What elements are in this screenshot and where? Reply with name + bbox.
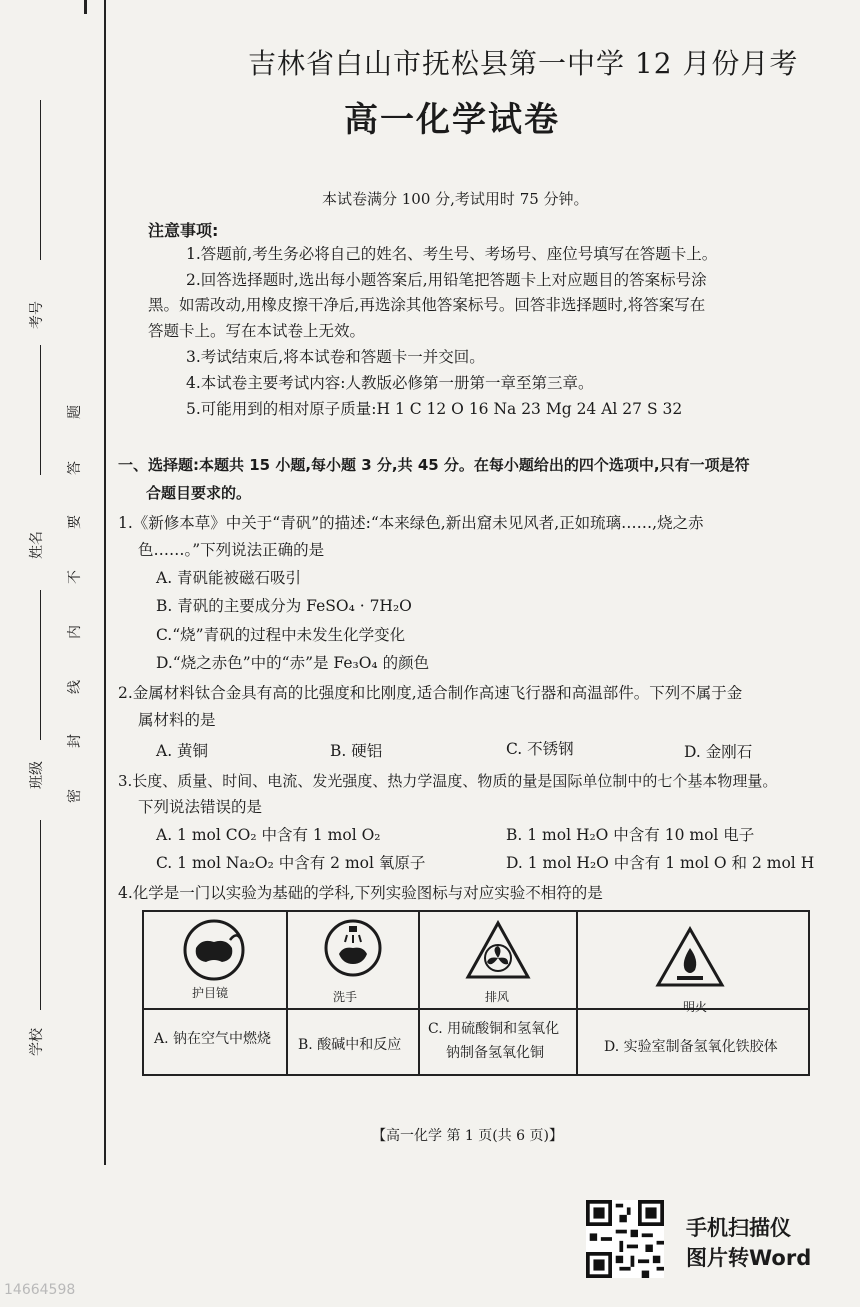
hand-wash-label: 洗手: [333, 990, 358, 1004]
name-underline-upper: [40, 345, 41, 475]
exam-number-label: 考号: [29, 301, 45, 329]
class-label: 班级: [29, 761, 45, 789]
q1-option-a: A. 青矾能被磁石吸引: [156, 569, 302, 587]
exhaust-fan-label: 排风: [485, 990, 510, 1004]
q4-stem: 4.化学是一门以实验为基础的学科,下列实验图标与对应实验不相符的是: [118, 884, 603, 902]
promo-line-1: 手机扫描仪: [686, 1216, 791, 1240]
notice-line: 4.本试卷主要考试内容:人教版必修第一册第一章至第三章。: [186, 374, 594, 392]
school-title: 吉林省白山市抚松县第一中学 12 月份月考: [248, 47, 799, 80]
name-label: 姓名: [29, 531, 45, 559]
binding-mark: [84, 0, 87, 14]
notice-line: 黑。如需改动,用橡皮擦干净后,再选涂其他答案标号。回答非选择题时,将答案写在: [148, 296, 706, 314]
notice-line: 答题卡上。写在本试卷上无效。: [148, 322, 366, 340]
section-title-cont: 合题目要求的。: [146, 484, 252, 502]
hand-wash-icon: [323, 918, 383, 978]
hand-wash-cell: [287, 912, 418, 1008]
seal-char: 题: [67, 405, 83, 419]
notice-line: 5.可能用到的相对原子质量:H 1 C 12 O 16 Na 23 Mg 24 Al 27 S 32: [186, 400, 683, 418]
school-label: 学校: [29, 1028, 45, 1056]
seal-char: 线: [67, 680, 83, 694]
exam-info: 本试卷满分 100 分,考试用时 75 分钟。: [322, 190, 589, 208]
q4-icon-table: [142, 910, 810, 1076]
q1-option-b: B. 青矾的主要成分为 FeSO₄ · 7H₂O: [156, 597, 412, 615]
q3-option-b: B. 1 mol H₂O 中含有 10 mol 电子: [506, 826, 755, 844]
qr-code-icon[interactable]: [586, 1200, 664, 1278]
notice-line: 2.回答选择题时,选出每小题答案后,用铅笔把答题卡上对应题目的答案标号涂: [186, 271, 707, 289]
open-flame-icon: [655, 926, 725, 988]
q1-stem: 1.《新修本草》中关于“青矾”的描述:“本来绿色,新出窟未见风者,正如琉璃……,烧之赤: [118, 514, 704, 532]
seal-char: 密: [67, 789, 83, 803]
q3-option-c: C. 1 mol Na₂O₂ 中含有 2 mol 氧原子: [156, 854, 426, 872]
seal-char: 封: [67, 734, 83, 748]
notice-heading: 注意事项:: [148, 221, 219, 240]
q4-option-c-cont: 钠制备氢氧化铜: [446, 1045, 544, 1061]
exam-number-underline: [40, 100, 41, 260]
q3-option-d: D. 1 mol H₂O 中含有 1 mol O 和 2 mol H: [506, 854, 815, 872]
document-id: 14664598: [4, 1282, 76, 1298]
name-underline-lower: [40, 590, 41, 740]
goggles-cell: [144, 912, 286, 1008]
q1-stem-cont: 色……。”下列说法正确的是: [138, 541, 325, 559]
exam-title: 高一化学试卷: [344, 100, 560, 140]
q4-option-d: D. 实验室制备氢氧化铁胶体: [604, 1039, 778, 1055]
seal-char: 内: [67, 625, 83, 639]
promo-line-2: 图片转Word: [686, 1246, 812, 1270]
binding-line: [104, 0, 106, 1165]
q3-stem: 3.长度、质量、时间、电流、发光强度、热力学温度、物质的量是国际单位制中的七个基本物理量。: [118, 772, 778, 790]
open-flame-label: 明火: [683, 1000, 708, 1014]
q2-stem-cont: 属材料的是: [138, 711, 216, 729]
seal-char: 要: [67, 515, 83, 529]
q4-option-a: A. 钠在空气中燃烧: [154, 1031, 272, 1047]
q4-option-c: C. 用硫酸铜和氢氧化: [428, 1021, 560, 1037]
q2-stem: 2.金属材料钛合金具有高的比强度和比刚度,适合制作高速飞行器和高温部件。下列不属于金: [118, 684, 743, 702]
seal-char: 不: [67, 570, 83, 584]
open-flame-cell: [577, 912, 810, 1014]
q4-option-b: B. 酸碱中和反应: [298, 1037, 402, 1053]
q3-stem-cont: 下列说法错误的是: [138, 798, 263, 816]
exhaust-fan-cell: [419, 912, 576, 1008]
notice-line: 3.考试结束后,将本试卷和答题卡一并交回。: [186, 348, 485, 366]
page-footer: 【高一化学 第 1 页(共 6 页)】: [372, 1128, 563, 1144]
q1-option-c: C.“烧”青矾的过程中未发生化学变化: [156, 626, 406, 644]
seal-char: 答: [67, 461, 83, 475]
exhaust-fan-icon: [465, 920, 531, 980]
goggles-icon: [182, 918, 246, 982]
section-title: 一、选择题:本题共 15 小题,每小题 3 分,共 45 分。在每小题给出的四个选项中,只有一项是符: [118, 456, 750, 474]
q1-option-d: D.“烧之赤色”中的“赤”是 Fe₃O₄ 的颜色: [156, 654, 430, 672]
q3-option-a: A. 1 mol CO₂ 中含有 1 mol O₂: [156, 826, 381, 844]
table-divider: [144, 1008, 808, 1010]
q2-option-b: B. 硬铝: [330, 742, 383, 760]
q2-option-d: D. 金刚石: [684, 743, 753, 761]
notice-line: 1.答题前,考生务必将自己的姓名、考生号、考场号、座位号填写在答题卡上。: [186, 245, 718, 263]
goggles-label: 护目镜: [192, 986, 229, 1000]
q2-option-a: A. 黄铜: [156, 742, 209, 760]
class-underline: [40, 820, 41, 1010]
q2-option-c: C. 不锈钢: [506, 740, 574, 758]
